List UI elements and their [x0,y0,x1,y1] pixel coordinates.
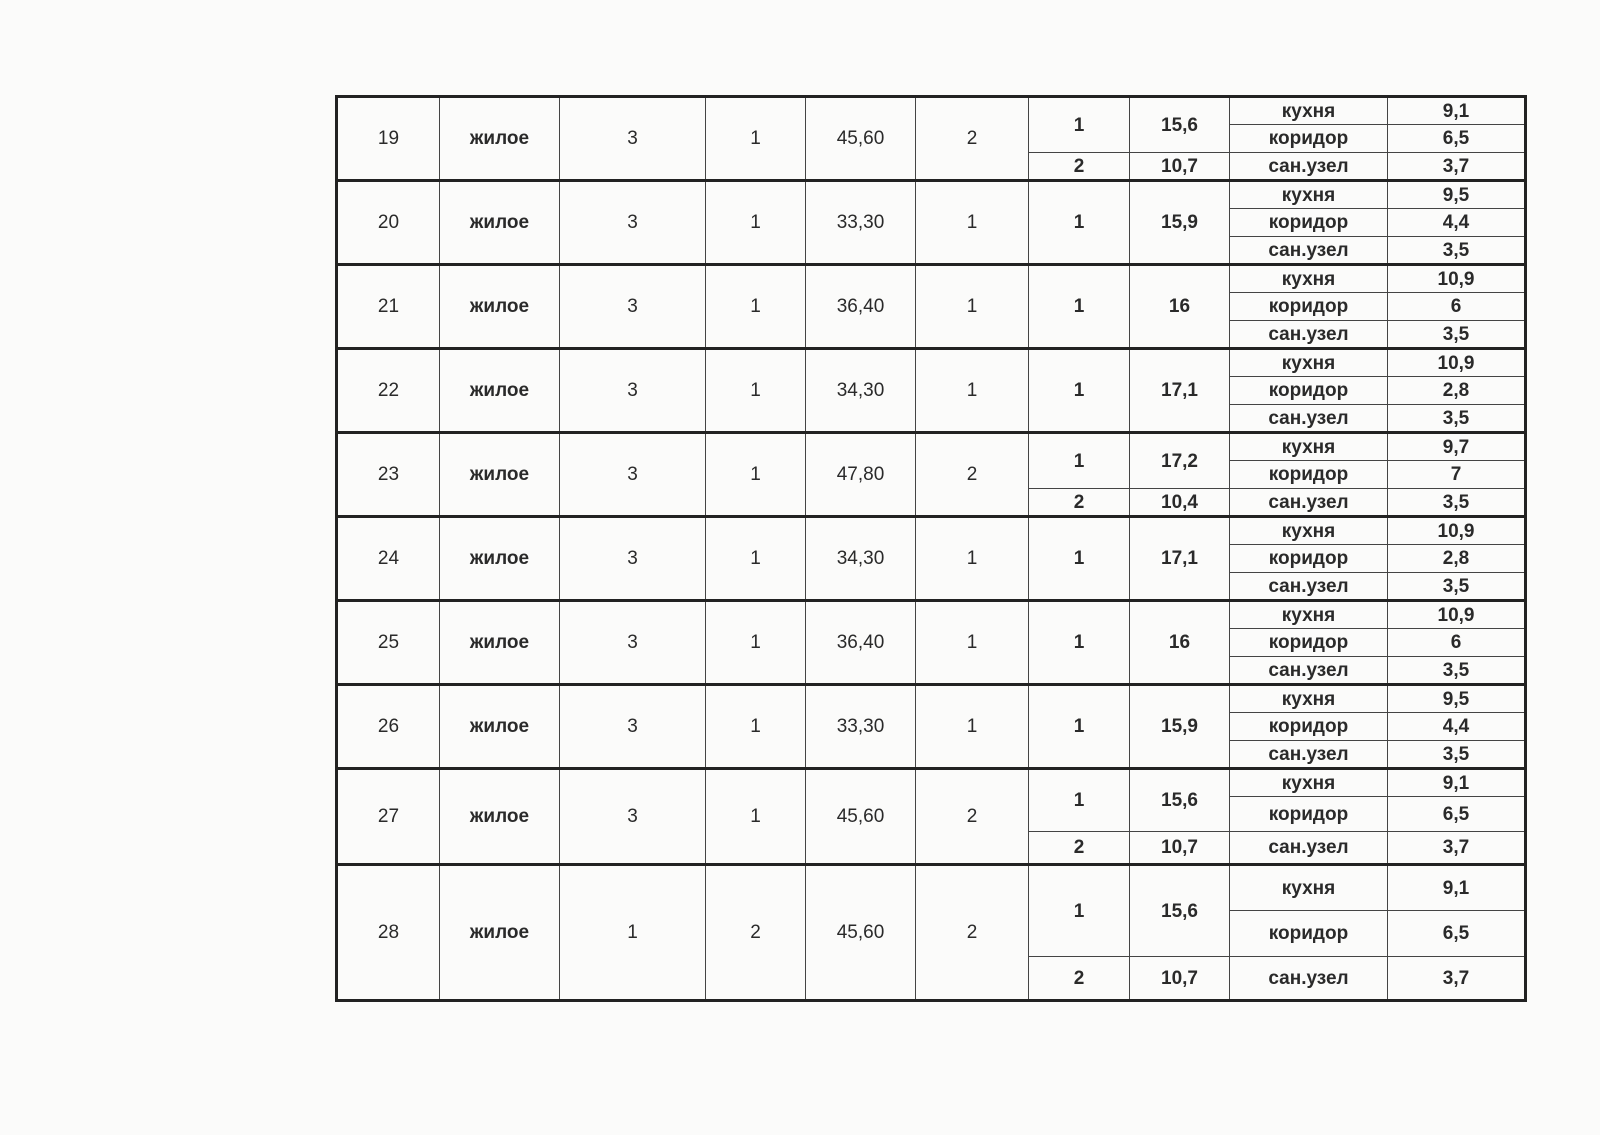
apartment-type: жилое [440,517,560,601]
apartment-type: жилое [440,865,560,1001]
aux-room-area: 6 [1388,293,1526,321]
aux-room-name: кухня [1230,517,1388,545]
aux-room-name: кухня [1230,769,1388,797]
total-area-cell: 47,80 [806,433,916,517]
aux-room-area: 9,1 [1388,769,1526,797]
aux-room-name: сан.узел [1230,237,1388,265]
apartment-number: 23 [337,433,440,517]
table-row [337,265,1526,349]
aux-room-area: 4,4 [1388,209,1526,237]
room-area-cell: 17,1 [1130,349,1230,433]
aux-room-name: кухня [1230,865,1388,911]
room-area-cell: 15,6 [1130,865,1230,957]
room-area-cell: 15,6 [1130,97,1230,153]
room-area-cell: 15,6 [1130,769,1230,832]
room-number-cell: 1 [1029,349,1130,433]
table-row [337,685,1526,769]
rooms-count-cell: 2 [916,97,1029,181]
total-area-cell: 33,30 [806,685,916,769]
apartment-number: 27 [337,769,440,865]
room-number-cell: 1 [1029,517,1130,601]
floor-cell: 3 [560,433,706,517]
aux-room-name: кухня [1230,433,1388,461]
room-number-cell: 2 [1029,153,1130,181]
aux-room-name: кухня [1230,685,1388,713]
section-cell: 1 [706,181,806,265]
room-area-cell: 10,4 [1130,489,1230,517]
aux-room-name: сан.узел [1230,657,1388,685]
total-area-cell: 34,30 [806,517,916,601]
apartment-number: 28 [337,865,440,1001]
aux-room-area: 9,1 [1388,865,1526,911]
apartment-type: жилое [440,97,560,181]
aux-room-name: коридор [1230,293,1388,321]
room-area-cell: 10,7 [1130,957,1230,1001]
section-cell: 1 [706,433,806,517]
floor-cell: 3 [560,685,706,769]
room-area-cell: 10,7 [1130,832,1230,865]
room-number-cell: 1 [1029,685,1130,769]
floor-cell: 1 [560,865,706,1001]
floor-cell: 3 [560,769,706,865]
apartment-number: 25 [337,601,440,685]
total-area-cell: 45,60 [806,769,916,865]
room-number-cell: 2 [1029,489,1130,517]
aux-room-area: 3,5 [1388,489,1526,517]
aux-room-area: 3,7 [1388,957,1526,1001]
total-area-cell: 36,40 [806,601,916,685]
room-number-cell: 1 [1029,265,1130,349]
aux-room-area: 10,9 [1388,517,1526,545]
aux-room-area: 10,9 [1388,265,1526,293]
section-cell: 2 [706,865,806,1001]
section-cell: 1 [706,265,806,349]
apartment-type: жилое [440,601,560,685]
aux-room-name: коридор [1230,713,1388,741]
apartment-number: 21 [337,265,440,349]
table-row [337,601,1526,685]
room-area-cell: 17,1 [1130,517,1230,601]
aux-room-area: 3,5 [1388,741,1526,769]
table-row [337,769,1526,865]
aux-room-area: 3,5 [1388,321,1526,349]
aux-room-area: 4,4 [1388,713,1526,741]
section-cell: 1 [706,97,806,181]
apartment-number: 19 [337,97,440,181]
table-row [337,349,1526,433]
aux-room-area: 3,5 [1388,657,1526,685]
aux-room-area: 9,7 [1388,433,1526,461]
total-area-cell: 34,30 [806,349,916,433]
aux-room-area: 9,5 [1388,685,1526,713]
aux-room-name: сан.узел [1230,321,1388,349]
rooms-count-cell: 1 [916,181,1029,265]
aux-room-area: 3,5 [1388,237,1526,265]
apartment-type: жилое [440,349,560,433]
aux-room-name: сан.узел [1230,573,1388,601]
room-area-cell: 16 [1130,265,1230,349]
room-number-cell: 2 [1029,832,1130,865]
aux-room-name: сан.узел [1230,832,1388,865]
total-area-cell: 33,30 [806,181,916,265]
floor-cell: 3 [560,601,706,685]
aux-room-area: 3,7 [1388,153,1526,181]
room-area-cell: 17,2 [1130,433,1230,489]
aux-room-area: 2,8 [1388,545,1526,573]
floor-cell: 3 [560,181,706,265]
aux-room-name: коридор [1230,545,1388,573]
apartment-type: жилое [440,181,560,265]
aux-room-area: 6,5 [1388,797,1526,832]
total-area-cell: 45,60 [806,97,916,181]
table-row [337,97,1526,181]
apartment-number: 22 [337,349,440,433]
aux-room-name: коридор [1230,125,1388,153]
floor-cell: 3 [560,265,706,349]
room-area-cell: 16 [1130,601,1230,685]
room-number-cell: 1 [1029,865,1130,957]
aux-room-name: коридор [1230,797,1388,832]
room-number-cell: 2 [1029,957,1130,1001]
aux-room-name: коридор [1230,377,1388,405]
rooms-count-cell: 1 [916,685,1029,769]
aux-room-name: сан.узел [1230,489,1388,517]
rooms-count-cell: 1 [916,601,1029,685]
aux-room-area: 6,5 [1388,911,1526,957]
room-number-cell: 1 [1029,433,1130,489]
apartment-number: 26 [337,685,440,769]
section-cell: 1 [706,685,806,769]
aux-room-name: коридор [1230,911,1388,957]
aux-room-name: кухня [1230,97,1388,125]
table-row [337,433,1526,517]
aux-room-area: 10,9 [1388,349,1526,377]
room-number-cell: 1 [1029,601,1130,685]
apartment-type: жилое [440,433,560,517]
aux-room-area: 9,1 [1388,97,1526,125]
rooms-count-cell: 2 [916,865,1029,1001]
room-number-cell: 1 [1029,97,1130,153]
apartment-number: 24 [337,517,440,601]
floor-cell: 3 [560,97,706,181]
rooms-count-cell: 2 [916,769,1029,865]
room-number-cell: 1 [1029,181,1130,265]
aux-room-area: 10,9 [1388,601,1526,629]
floor-cell: 3 [560,517,706,601]
aux-room-name: кухня [1230,265,1388,293]
aux-room-name: кухня [1230,181,1388,209]
aux-room-area: 3,5 [1388,573,1526,601]
total-area-cell: 36,40 [806,265,916,349]
section-cell: 1 [706,769,806,865]
total-area-cell: 45,60 [806,865,916,1001]
apartment-type: жилое [440,685,560,769]
aux-room-name: сан.узел [1230,957,1388,1001]
room-area-cell: 15,9 [1130,181,1230,265]
section-cell: 1 [706,517,806,601]
aux-room-area: 7 [1388,461,1526,489]
rooms-count-cell: 2 [916,433,1029,517]
aux-room-name: кухня [1230,349,1388,377]
floor-cell: 3 [560,349,706,433]
table-row [337,181,1526,265]
room-area-cell: 10,7 [1130,153,1230,181]
room-area-cell: 15,9 [1130,685,1230,769]
aux-room-name: сан.узел [1230,741,1388,769]
rooms-count-cell: 1 [916,517,1029,601]
aux-room-area: 2,8 [1388,377,1526,405]
table-row [337,865,1526,1001]
table-row [337,517,1526,601]
apartment-number: 20 [337,181,440,265]
aux-room-name: сан.узел [1230,153,1388,181]
aux-room-name: коридор [1230,629,1388,657]
aux-room-area: 3,5 [1388,405,1526,433]
apartment-table [335,95,1527,1002]
aux-room-area: 9,5 [1388,181,1526,209]
aux-room-name: коридор [1230,461,1388,489]
aux-room-name: сан.узел [1230,405,1388,433]
room-number-cell: 1 [1029,769,1130,832]
section-cell: 1 [706,349,806,433]
aux-room-area: 6,5 [1388,125,1526,153]
aux-room-name: кухня [1230,601,1388,629]
rooms-count-cell: 1 [916,349,1029,433]
section-cell: 1 [706,601,806,685]
aux-room-area: 6 [1388,629,1526,657]
aux-room-area: 3,7 [1388,832,1526,865]
apartment-type: жилое [440,265,560,349]
aux-room-name: коридор [1230,209,1388,237]
rooms-count-cell: 1 [916,265,1029,349]
apartment-type: жилое [440,769,560,865]
